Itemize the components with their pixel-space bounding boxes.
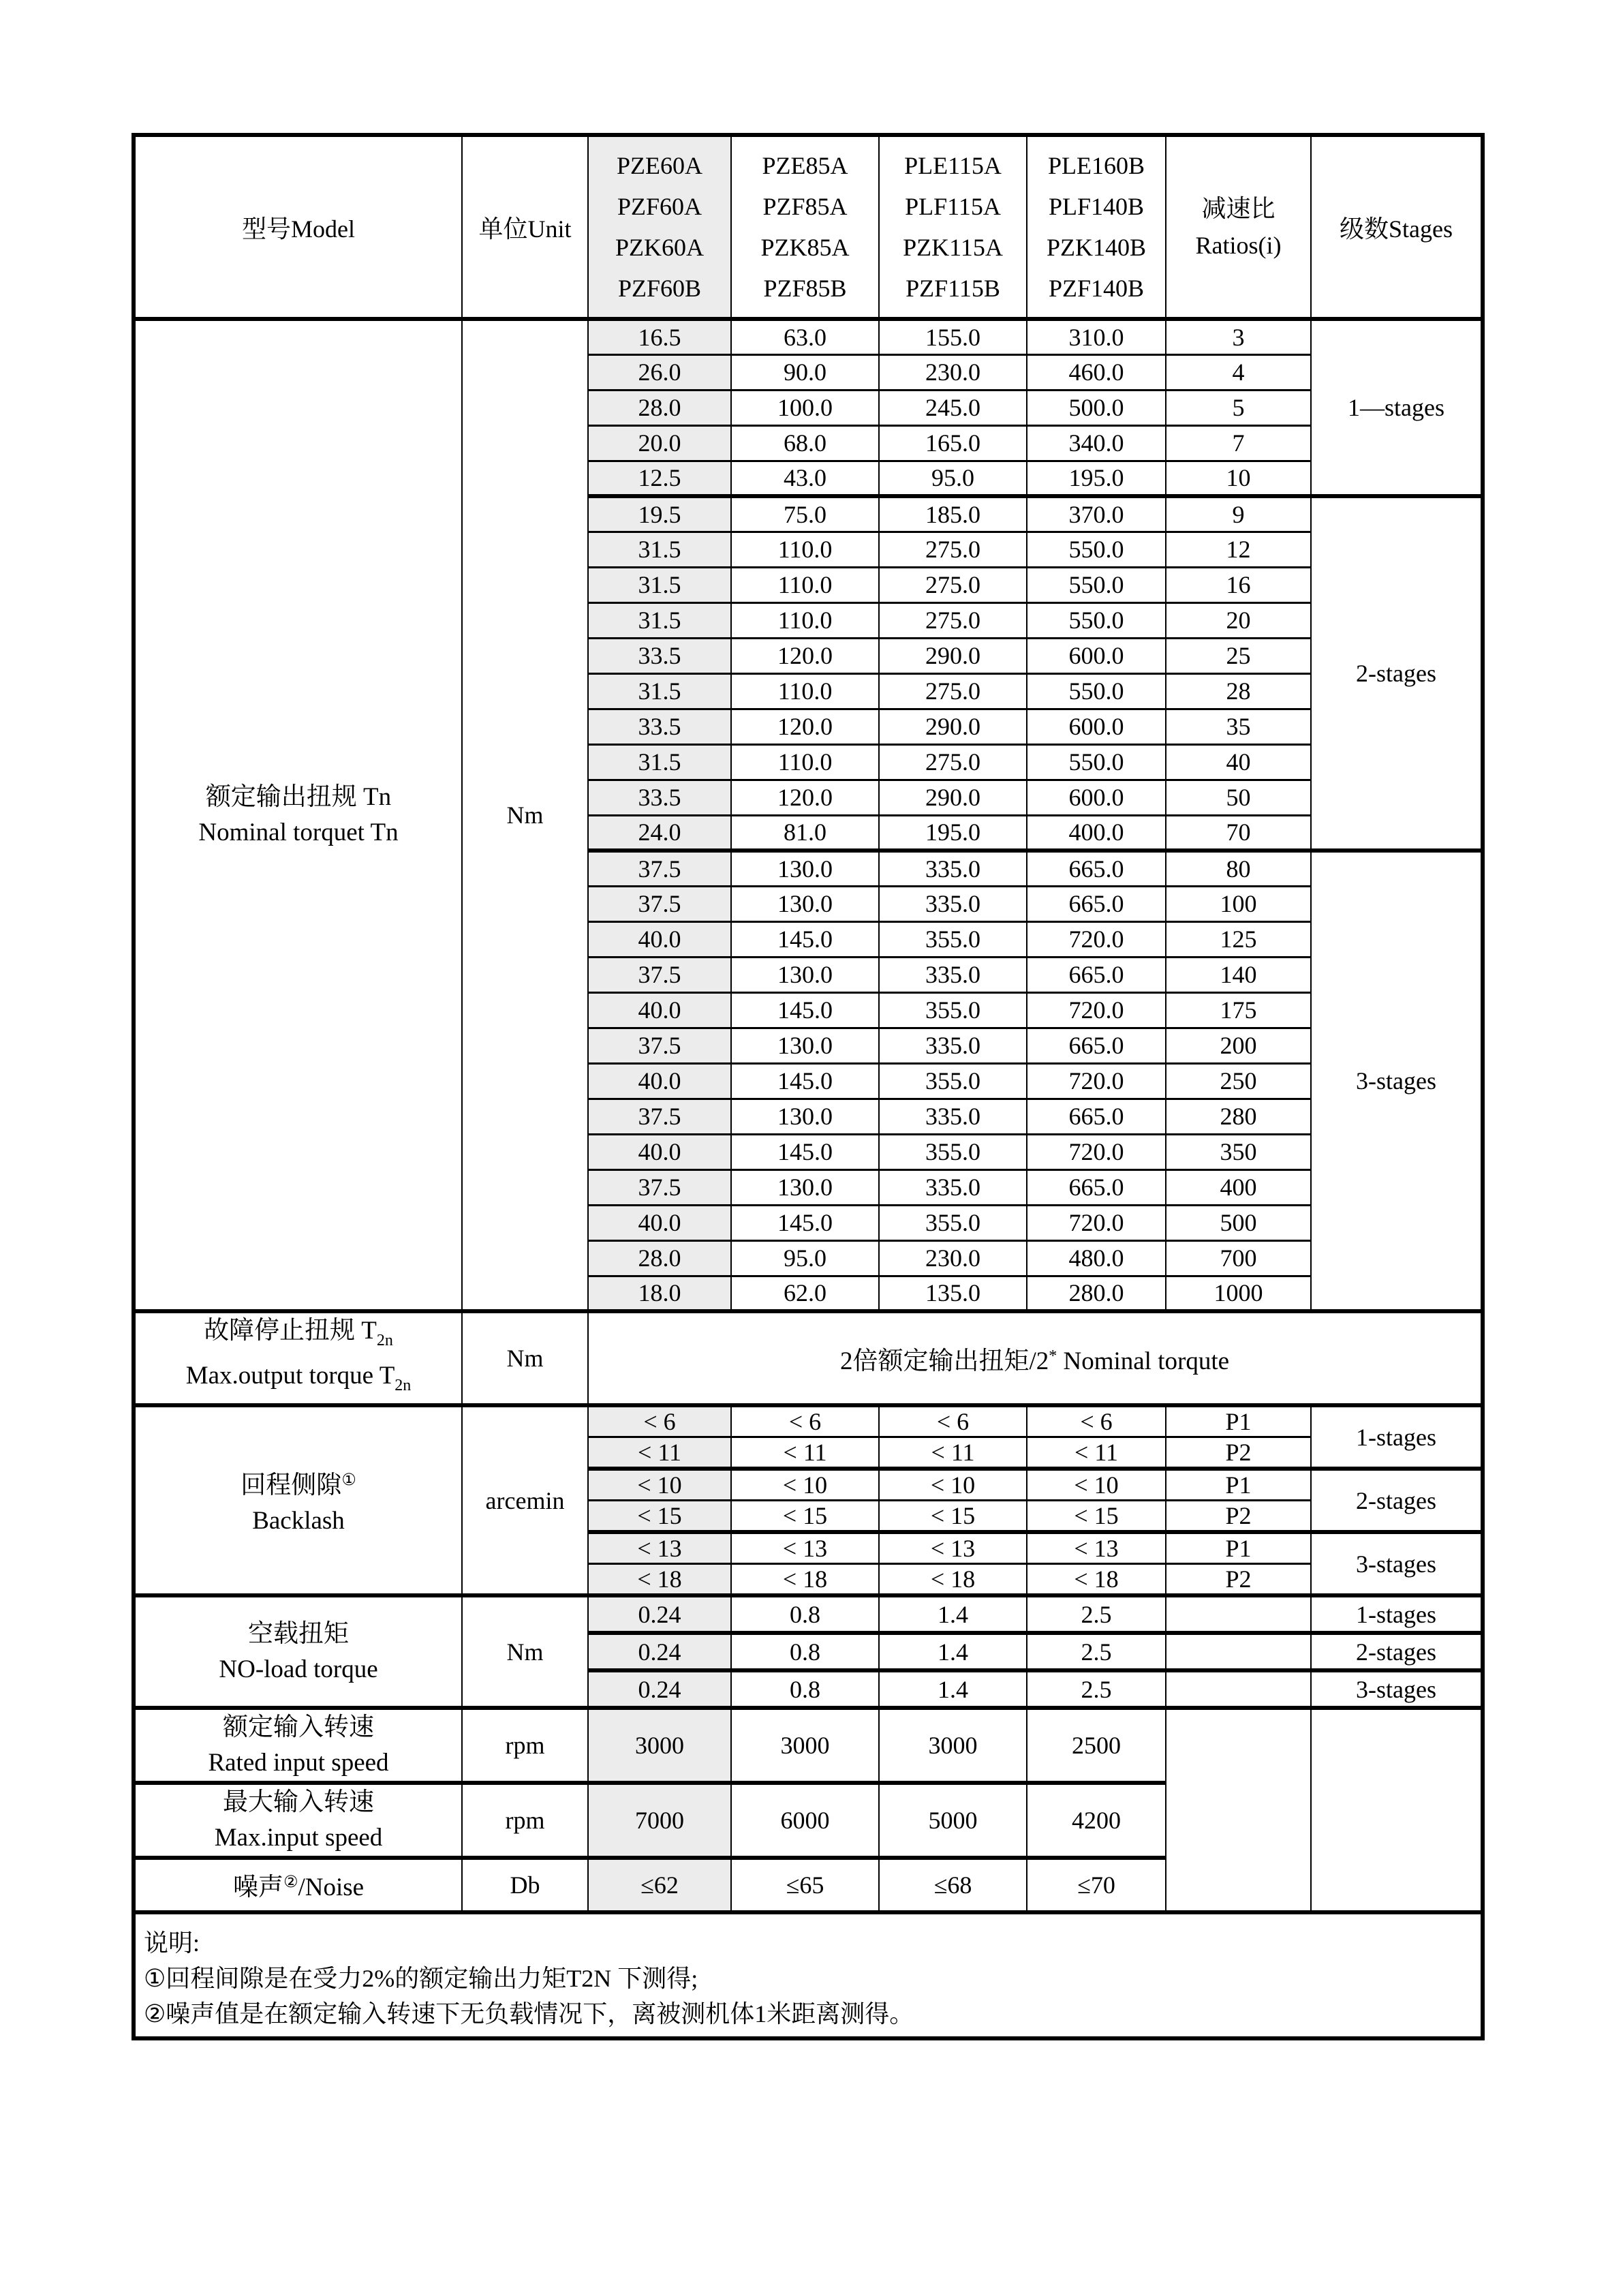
backlash-cell: < 13 <box>731 1532 879 1564</box>
ratio-cell: 10 <box>1166 461 1311 496</box>
torque-cell: 550.0 <box>1027 744 1166 780</box>
backlash-cell: < 15 <box>731 1501 879 1533</box>
speed-cell: 5000 <box>879 1783 1027 1858</box>
model-name: PZK60A <box>615 234 704 261</box>
row-label-noise: 噪声②/Noise <box>134 1858 462 1912</box>
no-load-cell: 0.8 <box>731 1595 879 1633</box>
torque-cell: 120.0 <box>731 638 879 673</box>
torque-cell: 40.0 <box>588 1205 731 1240</box>
header-unit: 单位Unit <box>462 135 588 319</box>
torque-cell: 355.0 <box>879 1134 1027 1169</box>
torque-cell: 290.0 <box>879 709 1027 744</box>
ratio-cell: 140 <box>1166 957 1311 992</box>
torque-cell: 275.0 <box>879 602 1027 638</box>
torque-cell: 81.0 <box>731 815 879 851</box>
model-name: PZF115B <box>906 275 1000 302</box>
torque-cell: 16.5 <box>588 319 731 354</box>
torque-cell: 665.0 <box>1027 957 1166 992</box>
torque-cell: 110.0 <box>731 673 879 709</box>
backlash-cell: < 6 <box>1027 1405 1166 1437</box>
noise-cell: ≤68 <box>879 1858 1027 1912</box>
torque-cell: 370.0 <box>1027 496 1166 532</box>
unit-cell: Nm <box>462 1595 588 1708</box>
torque-cell: 665.0 <box>1027 851 1166 886</box>
model-name: PZF140B <box>1048 275 1145 302</box>
torque-cell: 40.0 <box>588 1134 731 1169</box>
no-load-cell: 2.5 <box>1027 1670 1166 1708</box>
torque-cell: 600.0 <box>1027 780 1166 815</box>
torque-cell: 31.5 <box>588 744 731 780</box>
unit-cell: rpm <box>462 1783 588 1858</box>
torque-cell: 31.5 <box>588 602 731 638</box>
speed-cell: 7000 <box>588 1783 731 1858</box>
empty-cell <box>1166 1708 1311 1912</box>
ratio-cell: 50 <box>1166 780 1311 815</box>
torque-cell: 31.5 <box>588 567 731 602</box>
torque-cell: 120.0 <box>731 780 879 815</box>
backlash-cell: < 15 <box>588 1501 731 1533</box>
subscript: 2n <box>395 1377 412 1394</box>
torque-cell: 275.0 <box>879 673 1027 709</box>
torque-cell: 500.0 <box>1027 390 1166 425</box>
no-load-cell: 0.24 <box>588 1670 731 1708</box>
torque-cell: 145.0 <box>731 1063 879 1099</box>
stage-cell: 3-stages <box>1311 851 1483 1311</box>
noise-cell: ≤65 <box>731 1858 879 1912</box>
torque-cell: 145.0 <box>731 1205 879 1240</box>
torque-cell: 130.0 <box>731 1028 879 1063</box>
torque-cell: 18.0 <box>588 1276 731 1311</box>
speed-cell: 2500 <box>1027 1708 1166 1783</box>
no-load-cell: 2.5 <box>1027 1633 1166 1670</box>
torque-cell: 550.0 <box>1027 567 1166 602</box>
torque-cell: 335.0 <box>879 851 1027 886</box>
stage-cell: 1-stages <box>1311 1595 1483 1633</box>
torque-cell: 355.0 <box>879 992 1027 1028</box>
ratio-cell: 9 <box>1166 496 1311 532</box>
subscript: 2n <box>376 1332 393 1349</box>
model-name: PLE160B <box>1047 152 1145 179</box>
torque-cell: 665.0 <box>1027 1028 1166 1063</box>
ratio-cell: 280 <box>1166 1099 1311 1134</box>
torque-cell: 63.0 <box>731 319 879 354</box>
empty-cell <box>1166 1670 1311 1708</box>
unit-cell: Nm <box>462 319 588 1311</box>
torque-cell: 720.0 <box>1027 1063 1166 1099</box>
torque-cell: 75.0 <box>731 496 879 532</box>
torque-cell: 40.0 <box>588 992 731 1028</box>
ratio-cell: 35 <box>1166 709 1311 744</box>
torque-cell: 37.5 <box>588 851 731 886</box>
torque-cell: 37.5 <box>588 1028 731 1063</box>
ratio-cell: 12 <box>1166 532 1311 567</box>
torque-cell: 665.0 <box>1027 886 1166 921</box>
torque-cell: 335.0 <box>879 1028 1027 1063</box>
torque-cell: 145.0 <box>731 1134 879 1169</box>
backlash-cell: < 11 <box>1027 1437 1166 1469</box>
model-name: PZF60B <box>617 275 702 302</box>
ratio-cell: 1000 <box>1166 1276 1311 1311</box>
spec-table <box>132 133 1485 2040</box>
ratio-cell: 7 <box>1166 425 1311 461</box>
stage-cell: 3-stages <box>1311 1532 1483 1595</box>
notes-title: 说明: <box>144 1929 200 1957</box>
no-load-cell: 1.4 <box>879 1633 1027 1670</box>
model-name: PZF60A <box>617 193 702 220</box>
torque-cell: 37.5 <box>588 1099 731 1134</box>
backlash-cell: < 10 <box>1027 1469 1166 1501</box>
torque-cell: 95.0 <box>731 1240 879 1276</box>
backlash-cell: < 18 <box>588 1564 731 1596</box>
torque-cell: 280.0 <box>1027 1276 1166 1311</box>
no-load-cell: 0.8 <box>731 1633 879 1670</box>
ratio-cell: 500 <box>1166 1205 1311 1240</box>
ratio-cell: 80 <box>1166 851 1311 886</box>
ratio-cell: 70 <box>1166 815 1311 851</box>
torque-cell: 400.0 <box>1027 815 1166 851</box>
table-row <box>134 319 1483 354</box>
max-output-value: 2倍额定输出扭矩/2* Nominal torqute <box>588 1311 1483 1405</box>
torque-cell: 195.0 <box>879 815 1027 851</box>
torque-cell: 26.0 <box>588 354 731 390</box>
backlash-cell: < 10 <box>588 1469 731 1501</box>
model-name: PZF85B <box>763 275 847 302</box>
torque-cell: 335.0 <box>879 1099 1027 1134</box>
torque-cell: 37.5 <box>588 1169 731 1205</box>
note-item: ①回程间隙是在受力2%的额定输出力矩T2N 下测得; <box>144 1965 698 1992</box>
backlash-cell: < 18 <box>1027 1564 1166 1596</box>
backlash-cell: < 11 <box>879 1437 1027 1469</box>
torque-cell: 28.0 <box>588 1240 731 1276</box>
header-ratios: 减速比 Ratios(i) <box>1166 135 1311 319</box>
backlash-cell: < 18 <box>879 1564 1027 1596</box>
model-name: PZE85A <box>762 152 848 179</box>
torque-cell: 130.0 <box>731 886 879 921</box>
torque-cell: 600.0 <box>1027 709 1166 744</box>
torque-cell: 12.5 <box>588 461 731 496</box>
torque-cell: 665.0 <box>1027 1099 1166 1134</box>
torque-cell: 355.0 <box>879 921 1027 957</box>
torque-cell: 110.0 <box>731 532 879 567</box>
torque-cell: 62.0 <box>731 1276 879 1311</box>
torque-cell: 185.0 <box>879 496 1027 532</box>
torque-cell: 130.0 <box>731 1099 879 1134</box>
row-label-no-load: 空载扭矩 NO-load torque <box>134 1595 462 1708</box>
unit-cell: Db <box>462 1858 588 1912</box>
torque-cell: 110.0 <box>731 744 879 780</box>
ratio-cell: 5 <box>1166 390 1311 425</box>
ratio-cell: 3 <box>1166 319 1311 354</box>
torque-cell: 37.5 <box>588 886 731 921</box>
torque-cell: 130.0 <box>731 1169 879 1205</box>
backlash-cell: < 15 <box>1027 1501 1166 1533</box>
torque-cell: 24.0 <box>588 815 731 851</box>
stage-cell: 2-stages <box>1311 1469 1483 1532</box>
notes-row <box>134 1912 1483 2038</box>
torque-cell: 130.0 <box>731 851 879 886</box>
ratio-cell: 175 <box>1166 992 1311 1028</box>
torque-cell: 90.0 <box>731 354 879 390</box>
torque-cell: 355.0 <box>879 1205 1027 1240</box>
grade-cell: P1 <box>1166 1405 1311 1437</box>
header-row <box>134 135 1483 319</box>
backlash-cell: < 6 <box>588 1405 731 1437</box>
row-label-max-speed: 最大输入转速 Max.input speed <box>134 1783 462 1858</box>
torque-cell: 110.0 <box>731 567 879 602</box>
header-stages: 级数Stages <box>1311 135 1483 319</box>
no-load-cell: 2.5 <box>1027 1595 1166 1633</box>
backlash-cell: < 6 <box>879 1405 1027 1437</box>
no-load-cell: 0.24 <box>588 1595 731 1633</box>
spec-sheet <box>132 133 1485 2040</box>
torque-cell: 340.0 <box>1027 425 1166 461</box>
speed-cell: 6000 <box>731 1783 879 1858</box>
ratio-cell: 700 <box>1166 1240 1311 1276</box>
backlash-cell: < 13 <box>1027 1532 1166 1564</box>
grade-cell: P1 <box>1166 1469 1311 1501</box>
torque-cell: 720.0 <box>1027 1205 1166 1240</box>
model-name: PZK115A <box>903 234 1003 261</box>
torque-cell: 145.0 <box>731 992 879 1028</box>
no-load-cell: 1.4 <box>879 1595 1027 1633</box>
torque-cell: 40.0 <box>588 921 731 957</box>
torque-cell: 31.5 <box>588 673 731 709</box>
backlash-cell: < 18 <box>731 1564 879 1596</box>
notes-block <box>134 1912 1483 2038</box>
stage-cell: 1—stages <box>1311 319 1483 496</box>
ratio-cell: 125 <box>1166 921 1311 957</box>
backlash-cell: < 6 <box>731 1405 879 1437</box>
torque-cell: 68.0 <box>731 425 879 461</box>
ratio-cell: 28 <box>1166 673 1311 709</box>
ratio-cell: 350 <box>1166 1134 1311 1169</box>
torque-cell: 165.0 <box>879 425 1027 461</box>
torque-cell: 28.0 <box>588 390 731 425</box>
torque-cell: 720.0 <box>1027 1134 1166 1169</box>
torque-cell: 40.0 <box>588 1063 731 1099</box>
rated-speed-row <box>134 1708 1483 1783</box>
ratio-cell: 250 <box>1166 1063 1311 1099</box>
torque-cell: 95.0 <box>879 461 1027 496</box>
unit-cell: arcemin <box>462 1405 588 1595</box>
table-row <box>134 1595 1483 1633</box>
unit-cell: rpm <box>462 1708 588 1783</box>
backlash-cell: < 13 <box>588 1532 731 1564</box>
torque-cell: 275.0 <box>879 744 1027 780</box>
empty-cell <box>1311 1708 1483 1912</box>
ratio-cell: 25 <box>1166 638 1311 673</box>
torque-cell: 20.0 <box>588 425 731 461</box>
ratio-cell: 200 <box>1166 1028 1311 1063</box>
note-item: ②噪声值是在额定输入转速下无负载情况下，离被测机体1米距离测得。 <box>144 2000 914 2027</box>
no-load-cell: 0.24 <box>588 1633 731 1670</box>
torque-cell: 310.0 <box>1027 319 1166 354</box>
ratio-cell: 40 <box>1166 744 1311 780</box>
torque-cell: 550.0 <box>1027 532 1166 567</box>
grade-cell: P1 <box>1166 1532 1311 1564</box>
torque-cell: 600.0 <box>1027 638 1166 673</box>
torque-cell: 33.5 <box>588 638 731 673</box>
speed-cell: 4200 <box>1027 1783 1166 1858</box>
torque-cell: 145.0 <box>731 921 879 957</box>
torque-cell: 290.0 <box>879 638 1027 673</box>
ratio-cell: 16 <box>1166 567 1311 602</box>
stage-cell: 2-stages <box>1311 496 1483 851</box>
torque-cell: 130.0 <box>731 957 879 992</box>
grade-cell: P2 <box>1166 1564 1311 1596</box>
grade-cell: P2 <box>1166 1501 1311 1533</box>
torque-cell: 275.0 <box>879 567 1027 602</box>
torque-cell: 230.0 <box>879 1240 1027 1276</box>
torque-cell: 19.5 <box>588 496 731 532</box>
header-models-85 <box>731 135 879 319</box>
torque-cell: 290.0 <box>879 780 1027 815</box>
torque-cell: 120.0 <box>731 709 879 744</box>
speed-cell: 3000 <box>588 1708 731 1783</box>
backlash-cell: < 10 <box>731 1469 879 1501</box>
grade-cell: P2 <box>1166 1437 1311 1469</box>
torque-cell: 230.0 <box>879 354 1027 390</box>
ratio-cell: 4 <box>1166 354 1311 390</box>
stage-cell: 2-stages <box>1311 1633 1483 1670</box>
empty-cell <box>1166 1633 1311 1670</box>
superscript: ② <box>283 1873 298 1891</box>
row-label-nominal-torque: 额定输出扭规 Tn Nominal torquet Tn <box>134 319 462 1311</box>
torque-cell: 33.5 <box>588 709 731 744</box>
torque-cell: 720.0 <box>1027 992 1166 1028</box>
speed-cell: 3000 <box>879 1708 1027 1783</box>
torque-cell: 245.0 <box>879 390 1027 425</box>
noise-cell: ≤70 <box>1027 1858 1166 1912</box>
table-row <box>134 1405 1483 1437</box>
torque-cell: 550.0 <box>1027 673 1166 709</box>
model-name: PLF115A <box>905 193 1001 220</box>
torque-cell: 33.5 <box>588 780 731 815</box>
backlash-cell: < 11 <box>731 1437 879 1469</box>
model-name: PZK85A <box>760 234 850 261</box>
model-name: PLE115A <box>904 152 1002 179</box>
torque-cell: 480.0 <box>1027 1240 1166 1276</box>
header-models-160 <box>1027 135 1166 319</box>
noise-cell: ≤62 <box>588 1858 731 1912</box>
unit-cell: Nm <box>462 1311 588 1405</box>
torque-cell: 335.0 <box>879 886 1027 921</box>
torque-cell: 665.0 <box>1027 1169 1166 1205</box>
superscript: * <box>1049 1347 1057 1365</box>
ratio-cell: 400 <box>1166 1169 1311 1205</box>
model-name: PZF85A <box>762 193 848 220</box>
torque-cell: 100.0 <box>731 390 879 425</box>
row-label-backlash: 回程侧隙① Backlash <box>134 1405 462 1595</box>
backlash-cell: < 15 <box>879 1501 1027 1533</box>
torque-cell: 335.0 <box>879 1169 1027 1205</box>
header-models-60 <box>588 135 731 319</box>
torque-cell: 43.0 <box>731 461 879 496</box>
empty-cell <box>1166 1595 1311 1633</box>
model-name: PZE60A <box>617 152 702 179</box>
torque-cell: 110.0 <box>731 602 879 638</box>
torque-cell: 335.0 <box>879 957 1027 992</box>
max-output-row <box>134 1311 1483 1405</box>
torque-cell: 155.0 <box>879 319 1027 354</box>
header-model: 型号Model <box>134 135 462 319</box>
torque-cell: 550.0 <box>1027 602 1166 638</box>
torque-cell: 355.0 <box>879 1063 1027 1099</box>
torque-cell: 275.0 <box>879 532 1027 567</box>
backlash-cell: < 13 <box>879 1532 1027 1564</box>
model-name: PZK140B <box>1046 234 1147 261</box>
torque-cell: 195.0 <box>1027 461 1166 496</box>
ratio-cell: 100 <box>1166 886 1311 921</box>
torque-cell: 31.5 <box>588 532 731 567</box>
row-label-rated-speed: 额定输入转速 Rated input speed <box>134 1708 462 1783</box>
no-load-cell: 1.4 <box>879 1670 1027 1708</box>
ratio-cell: 20 <box>1166 602 1311 638</box>
torque-cell: 720.0 <box>1027 921 1166 957</box>
speed-cell: 3000 <box>731 1708 879 1783</box>
stage-cell: 1-stages <box>1311 1405 1483 1469</box>
superscript: ① <box>341 1471 356 1489</box>
backlash-cell: < 10 <box>879 1469 1027 1501</box>
header-models-115 <box>879 135 1027 319</box>
torque-cell: 135.0 <box>879 1276 1027 1311</box>
torque-cell: 37.5 <box>588 957 731 992</box>
backlash-cell: < 11 <box>588 1437 731 1469</box>
stage-cell: 3-stages <box>1311 1670 1483 1708</box>
no-load-cell: 0.8 <box>731 1670 879 1708</box>
model-name: PLF140B <box>1048 193 1145 220</box>
row-label-max-output: 故障停止扭规 $T_{2n}$ Max.output torque $T_{2n}$ <box>134 1311 462 1405</box>
torque-cell: 460.0 <box>1027 354 1166 390</box>
